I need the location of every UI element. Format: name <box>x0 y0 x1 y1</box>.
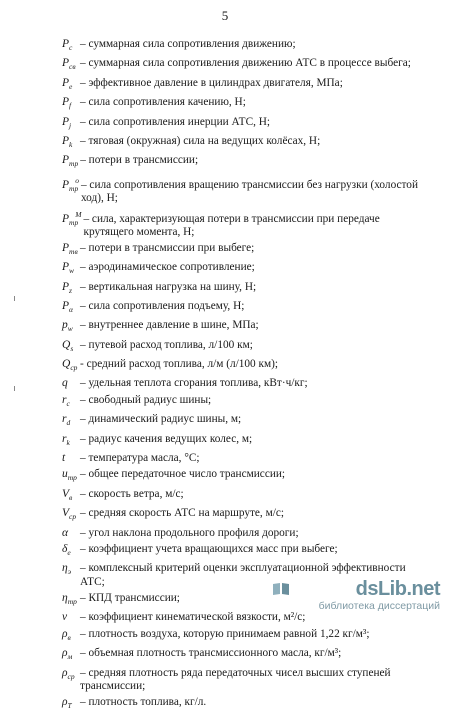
definition-symbol <box>62 488 78 504</box>
symbol-letter: ρ <box>62 666 68 679</box>
symbol-subscript: w <box>67 324 73 334</box>
definition-row <box>62 628 430 644</box>
symbol-subscript: cв <box>69 62 76 72</box>
symbol-subscript: э <box>67 567 72 577</box>
definition-text: – аэродинамическое сопротивление; <box>80 261 255 274</box>
definition-text: - средний расход топлива, л/м (л/100 км); <box>80 358 279 371</box>
definition-text: – вертикальная нагрузка на шину, Н; <box>80 280 257 293</box>
definition-row <box>62 452 430 465</box>
page-number: 5 <box>221 8 229 23</box>
definition-text: – эффективное давление в цилиндрах двигателя, МПа; <box>80 76 343 89</box>
symbol-letter: P <box>62 57 70 70</box>
definition-text: – радиус качения ведущих колес, м; <box>80 432 253 445</box>
definition-row <box>62 154 430 170</box>
definition-symbol <box>62 300 78 316</box>
definition-symbol <box>62 562 78 578</box>
symbol-subscript: k <box>66 437 70 447</box>
symbol-letter: P <box>62 76 70 89</box>
symbol-subscript: тр <box>69 159 79 169</box>
definition-row <box>62 208 430 239</box>
symbol-subscript: тр <box>69 183 79 193</box>
symbol-letter: V <box>62 507 70 520</box>
symbol-subscript: k <box>69 139 73 149</box>
definition-symbol <box>62 527 78 540</box>
symbol-letter: P <box>62 154 70 167</box>
symbol-letter: P <box>62 38 70 50</box>
definition-row <box>62 300 430 316</box>
definition-row <box>62 339 430 355</box>
definition-text: – коэффициент учета вращающихся масс при выбеге; <box>80 542 338 555</box>
definition-row <box>62 468 430 484</box>
definition-symbol <box>62 339 78 355</box>
symbol-subscript: ср <box>69 512 77 522</box>
definition-row <box>62 507 430 523</box>
definition-symbol <box>62 628 78 644</box>
symbol-letter: P <box>62 261 70 274</box>
symbol-letter: V <box>62 487 70 500</box>
symbol-subscript: f <box>69 101 72 111</box>
definition-text: – тяговая (окружная) сила на ведущих колёсах, Н; <box>80 134 321 147</box>
definition-row <box>62 358 430 374</box>
symbol-letter: r <box>62 413 67 426</box>
definition-row <box>62 77 430 93</box>
definition-text: – КПД трансмиссии; <box>80 591 180 604</box>
symbol-letter: P <box>62 96 70 109</box>
definition-text: – свободный радиус шины; <box>80 393 212 406</box>
symbol-letter: P <box>62 178 70 191</box>
definition-row <box>62 488 430 504</box>
symbol-subscript: α <box>69 304 73 314</box>
definition-symbol <box>62 96 78 112</box>
symbol-letter: ν <box>62 611 68 624</box>
symbol-subscript: тр <box>69 217 79 227</box>
book-icon <box>272 582 290 596</box>
definition-text: – суммарная сила сопротивления движению АТС в процессе выбега; <box>80 57 411 70</box>
symbol-subscript: d <box>66 418 71 428</box>
definition-symbol <box>62 507 78 523</box>
definition-row <box>62 527 430 540</box>
definition-text: – путевой расход топлива, л/100 км; <box>80 338 253 351</box>
definition-text: – сила, характеризующая потери в трансмиссии при передаче крутящего момента, Н; <box>83 212 380 238</box>
symbol-letter: δ <box>62 542 68 555</box>
definition-symbol <box>62 452 78 465</box>
symbol-subscript: Т <box>67 700 72 710</box>
definition-text: – угол наклона продольного профиля дороги; <box>80 526 299 539</box>
definition-symbol <box>62 38 78 54</box>
symbol-subscript: e <box>69 81 73 91</box>
symbol-subscript: в <box>69 492 73 502</box>
symbol-letter: η <box>62 562 68 575</box>
definition-symbol <box>62 154 78 170</box>
definition-row <box>62 96 430 112</box>
definition-text: – плотность воздуха, которую принимаем равной 1,22 кг/м³; <box>80 627 370 640</box>
definition-symbol <box>62 468 78 484</box>
definition-row <box>62 242 430 258</box>
symbol-letter: Q <box>62 338 71 351</box>
definition-text: – сила сопротивления вращению трансмиссии без нагрузки (холостой ход), Н; <box>80 178 418 204</box>
definition-symbol <box>62 377 78 390</box>
definition-symbol <box>62 433 78 449</box>
symbol-letter: P <box>62 280 70 293</box>
definition-row <box>62 394 430 410</box>
symbol-subscript: тр <box>67 473 77 483</box>
definition-text: – сила сопротивления подъему, Н; <box>80 299 245 312</box>
definition-row <box>62 543 430 559</box>
definition-row <box>62 57 430 73</box>
definition-text: – объемная плотность трансмиссионного масла, кг/м³; <box>80 647 342 660</box>
definition-symbol <box>62 135 78 151</box>
definition-symbol <box>62 358 78 374</box>
symbol-subscript: ср <box>67 671 75 681</box>
definition-text: – удельная теплота сгорания топлива, кВт·ч/кг; <box>80 377 308 390</box>
definition-symbol <box>62 394 78 410</box>
symbol-letter: r <box>62 432 67 445</box>
definition-symbol <box>62 174 79 195</box>
definition-row <box>62 413 430 429</box>
symbol-subscript: c <box>66 398 70 408</box>
definition-symbol <box>62 242 78 258</box>
symbol-subscript: w <box>69 266 75 276</box>
symbol-letter: P <box>62 115 70 128</box>
symbol-letter: Q <box>62 358 71 371</box>
symbol-letter: P <box>62 241 70 254</box>
definition-symbol <box>62 543 78 559</box>
definition-row <box>62 174 430 205</box>
symbol-superscript: M <box>75 209 82 219</box>
definition-text: – средняя плотность ряда передаточных чисел высших ступеней трансмиссии; <box>80 666 391 692</box>
definition-row <box>62 667 430 693</box>
definition-row <box>62 319 430 335</box>
definition-row <box>62 135 430 151</box>
symbol-letter: ρ <box>62 695 68 708</box>
symbol-letter: P <box>62 299 70 312</box>
definition-text: – сила сопротивления инерции АТС, Н; <box>80 115 271 128</box>
definition-text: – потери в трансмиссии при выбеге; <box>80 241 255 254</box>
definition-text: – плотность топлива, кг/л. <box>80 695 207 708</box>
symbol-subscript: z <box>69 285 72 295</box>
margin-mark <box>14 296 15 301</box>
definition-symbol <box>62 319 78 335</box>
definition-symbol <box>62 116 78 132</box>
definition-symbol <box>62 281 78 297</box>
symbol-subscript: j <box>69 120 72 130</box>
definition-text: – скорость ветра, м/с; <box>80 487 184 500</box>
definition-text: – коэффициент кинематической вязкости, м²/с; <box>80 611 306 624</box>
symbol-subscript: тр <box>67 596 77 606</box>
definition-symbol <box>62 592 78 608</box>
definition-text: – общее передаточное число трансмиссии; <box>80 468 286 481</box>
symbol-letter: t <box>62 452 66 465</box>
definition-text: – внутреннее давление в шине, МПа; <box>80 319 259 332</box>
watermark-logo: dsLib.net <box>355 578 440 600</box>
symbol-subscript: c <box>69 43 73 52</box>
definition-text: – комплексный критерий оценки эксплуатационной эффективности АТС; <box>80 562 406 588</box>
symbol-letter: P <box>62 212 70 225</box>
symbol-subscript: в <box>67 632 71 642</box>
definition-row <box>62 696 430 712</box>
definition-text: – суммарная сила сопротивления движению; <box>80 38 296 50</box>
definition-row <box>62 116 430 132</box>
definition-symbol <box>62 667 78 683</box>
symbol-subscript: м <box>67 652 73 662</box>
definition-row <box>62 281 430 297</box>
symbol-letter: q <box>62 377 68 390</box>
symbol-subscript: s <box>70 343 74 353</box>
definition-symbol <box>62 77 78 93</box>
definition-row <box>62 377 430 390</box>
definition-row <box>62 261 430 277</box>
definition-text: – потери в трансмиссии; <box>80 154 199 167</box>
definition-text: – динамический радиус шины, м; <box>80 413 242 426</box>
definition-text: – средняя скорость АТС на маршруте, м/с; <box>80 507 285 520</box>
symbol-subscript: тв <box>69 246 78 256</box>
symbol-letter: η <box>62 591 68 604</box>
symbol-letter: r <box>62 393 67 406</box>
symbol-subscript: ср <box>70 363 78 373</box>
symbol-letter: p <box>62 319 68 332</box>
definition-symbol <box>62 413 78 429</box>
symbol-subscript: e <box>67 547 71 557</box>
definition-text: – сила сопротивления качению, Н; <box>80 96 246 109</box>
watermark <box>270 578 440 614</box>
watermark-tagline: библиотека диссертаций <box>318 600 440 612</box>
definition-symbol <box>62 696 78 712</box>
definition-symbol <box>62 208 81 229</box>
definition-row <box>62 433 430 449</box>
definition-row <box>62 647 430 663</box>
symbol-letter: α <box>62 526 69 539</box>
definition-symbol <box>62 611 78 624</box>
definition-symbol <box>62 57 78 73</box>
definition-symbol <box>62 261 78 277</box>
symbol-superscript: o <box>75 175 79 185</box>
symbol-letter: P <box>62 134 70 147</box>
definition-text: – температура масла, °С; <box>80 452 200 465</box>
margin-mark <box>14 386 15 391</box>
definition-symbol <box>62 647 78 663</box>
symbol-letter: ρ <box>62 647 68 660</box>
symbol-letter: u <box>62 468 68 481</box>
symbol-letter: ρ <box>62 627 68 640</box>
definition-row <box>62 38 430 54</box>
